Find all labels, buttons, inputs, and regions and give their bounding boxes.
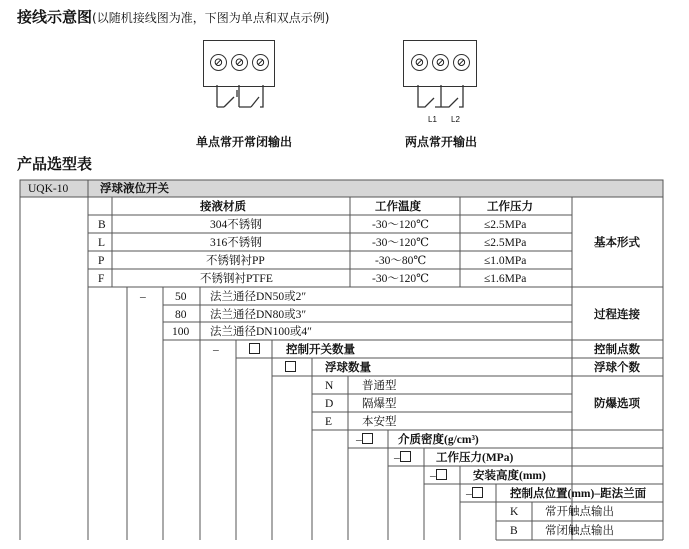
wiring-section-subtitle: (以随机接线图为准，下图为单点和双点示例) [92, 11, 330, 25]
explosion-desc: 普通型 [362, 380, 397, 392]
material-code: B [98, 219, 106, 231]
explosion-desc: 本安型 [362, 416, 397, 428]
material-header: 接液材质 [200, 201, 246, 213]
selection-table-title: 产品选型表 [17, 155, 93, 173]
l2-label: L2 [451, 115, 460, 124]
process-connection-label: 过程连接 [594, 309, 640, 321]
flange-desc: 法兰通径DN100或4″ [210, 326, 312, 338]
float-count-placeholder [285, 360, 296, 376]
flange-code: 80 [175, 309, 187, 321]
material-pressure: ≤1.6MPa [484, 273, 527, 285]
flange-code: 50 [175, 291, 187, 303]
pressure-header: 工作压力 [487, 201, 533, 213]
switch-dash: – [213, 344, 219, 356]
flange-dash: – [140, 291, 146, 303]
material-temp: -30～120℃ [372, 273, 429, 285]
model-code: UQK-10 [28, 183, 69, 195]
wiring-section-title: 接线示意图(以随机接线图为准，下图为单点和双点示例) [17, 8, 330, 26]
density-label: 介质密度(g/cm³) [398, 434, 479, 446]
material-pressure: ≤1.0MPa [484, 255, 527, 267]
explosion-desc: 隔爆型 [362, 398, 397, 410]
terminal-screw-icon: ⊘ [432, 54, 449, 71]
material-name: 304不锈钢 [210, 219, 262, 231]
double-diagram-caption: 两点常开输出 [405, 135, 478, 149]
basic-form-label: 基本形式 [594, 237, 640, 249]
material-temp: -30～120℃ [372, 219, 429, 231]
material-temp: -30～80℃ [375, 255, 427, 267]
control-position-label: 控制点位置(mm)–距法兰面 [510, 488, 647, 500]
work-pressure-marker: – [394, 450, 411, 466]
terminal-screw-icon: ⊘ [411, 54, 428, 71]
empty-box-icon [472, 487, 483, 498]
explosion-code: E [325, 416, 333, 428]
control-points-label: 控制点数 [594, 344, 640, 356]
install-height-marker: – [430, 468, 447, 484]
material-name: 不锈钢衬PP [206, 255, 265, 267]
l1-label: L1 [428, 115, 437, 124]
terminal-screw-icon: ⊘ [210, 54, 227, 71]
empty-box-icon [400, 451, 411, 462]
flange-desc: 法兰通径DN80或3″ [210, 309, 307, 321]
material-code: F [98, 273, 105, 285]
contact-desc: 常开触点输出 [545, 506, 614, 518]
material-pressure: ≤2.5MPa [484, 219, 527, 231]
explosion-option-label: 防爆选项 [594, 398, 640, 410]
material-code: P [98, 255, 105, 267]
work-pressure-label: 工作压力(MPa) [436, 452, 514, 464]
switch-count-label: 控制开关数量 [286, 344, 355, 356]
contact-code: K [510, 506, 519, 518]
density-marker: – [356, 432, 373, 448]
contact-code: B [510, 525, 518, 537]
material-name: 不锈钢衬PTFE [200, 273, 273, 285]
explosion-code: D [325, 398, 334, 410]
material-temp: -30～120℃ [372, 237, 429, 249]
float-count-label: 浮球数量 [325, 362, 371, 374]
terminal-screw-icon: ⊘ [231, 54, 248, 71]
terminal-screw-icon: ⊘ [252, 54, 269, 71]
install-height-label: 安装高度(mm) [473, 470, 546, 482]
material-pressure: ≤2.5MPa [484, 237, 527, 249]
empty-box-icon [285, 361, 296, 372]
float-number-label: 浮球个数 [594, 362, 640, 374]
explosion-code: N [325, 380, 334, 392]
temp-header: 工作温度 [375, 201, 421, 213]
switch-count-placeholder [249, 342, 260, 358]
empty-box-icon [436, 469, 447, 480]
control-position-marker: – [466, 486, 483, 502]
material-code: L [98, 237, 106, 249]
flange-code: 100 [172, 326, 190, 338]
terminal-screw-icon: ⊘ [453, 54, 470, 71]
flange-desc: 法兰通径DN50或2″ [210, 291, 307, 303]
empty-box-icon [362, 433, 373, 444]
product-name: 浮球液位开关 [100, 183, 169, 195]
empty-box-icon [249, 343, 260, 354]
material-name: 316不锈钢 [210, 237, 262, 249]
single-diagram-caption: 单点常开常闭输出 [196, 135, 293, 149]
contact-desc: 常闭触点输出 [545, 525, 614, 537]
